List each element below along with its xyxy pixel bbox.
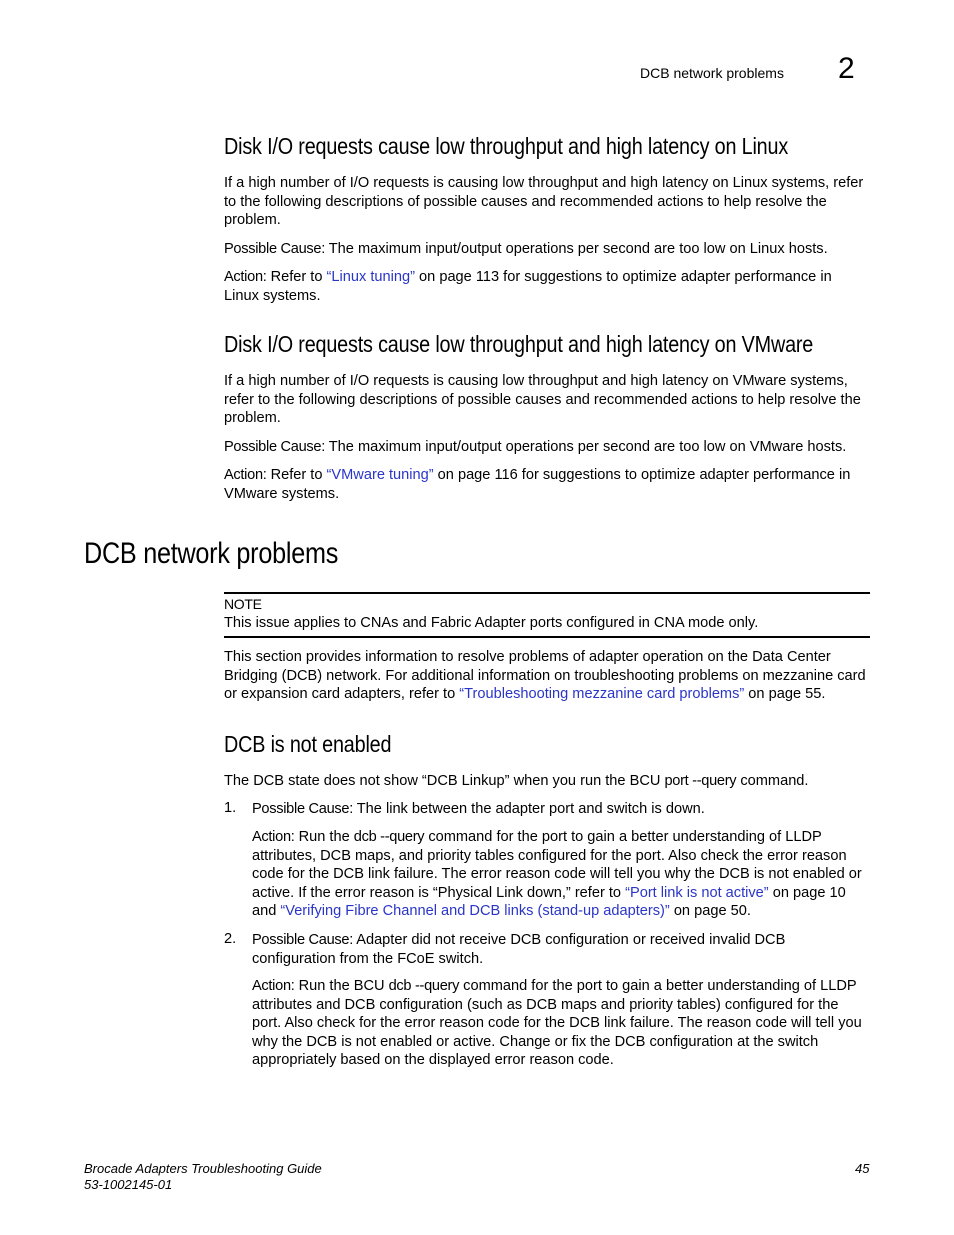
note-text: This issue applies to CNAs and Fabric Adapter ports configured in CNA mode only. (224, 615, 759, 631)
link-mezzanine-card-problems[interactable]: “Troubleshooting mezzanine card problems” (459, 686, 745, 703)
action-text: on page 50. (669, 903, 751, 920)
action-text: Run the (294, 829, 354, 845)
note-bottom-rule (224, 636, 870, 638)
dcb-not-enabled-intro (224, 772, 870, 791)
footer-doc-number: 53-1002145-01 (84, 1177, 173, 1192)
running-header-title: DCB network problems (640, 65, 784, 81)
action-text: command for the port to gain a better understanding of LLDP attributes, DCB maps, and priority tables configured for the port. Also check the error reason code for the DCB link failure. The error reason code will tell you why the DCB is not enabled or active. If the error reason is “Physical Link down,” refer to (252, 829, 862, 901)
action-text: Refer to (266, 269, 327, 285)
list-item-number: 1. (224, 800, 237, 816)
action-label: Action: (252, 829, 295, 845)
action-label: Action: (252, 978, 295, 994)
link-port-link-not-active[interactable]: “Port link is not active” (625, 884, 769, 901)
action-text: Refer to (266, 467, 327, 483)
possible-cause-label: Possible Cause: (224, 241, 325, 257)
cause-text: Adapter did not receive DCB configuration or received invalid DCB configuration from the FCoE switch. (252, 932, 786, 967)
action-label: Action: (224, 467, 267, 483)
footer-page-number: 45 (855, 1161, 870, 1176)
link-verifying-fc-dcb-links[interactable]: “Verifying Fibre Channel and DCB links (stand-up adapters)” (280, 903, 670, 920)
possible-cause-label: Possible Cause: (252, 932, 353, 948)
note-label: NOTE (224, 596, 262, 612)
vmware-cause (224, 438, 870, 457)
intro-text: on page 55. (744, 686, 826, 703)
command-dcb-query: dcb --query (353, 829, 425, 845)
item2-cause (252, 931, 870, 968)
link-vmware-tuning[interactable]: “VMware tuning” (326, 467, 434, 483)
linux-action (224, 268, 870, 305)
command-port-query: port --query (664, 773, 737, 789)
possible-cause-label: Possible Cause: (252, 801, 353, 817)
list-item-number: 2. (224, 931, 237, 947)
intro-text: command. (736, 773, 809, 789)
cause-text: The link between the adapter port and switch is down. (352, 801, 705, 817)
item2-action (252, 977, 870, 1070)
link-linux-tuning[interactable]: “Linux tuning” (326, 269, 415, 285)
action-text: command for the port to gain a better understanding of LLDP attributes and DCB configuration (such as DCB maps and priority tables) configured for the port. Also check for the error reason code for the DCB link failure. The reason code will tell you why the DCB is not enabled or active. Change or fix the DCB configuration at the switch appropriately based on the displayed error reason code. (252, 978, 862, 1069)
cause-text: The maximum input/output operations per second are too low on VMware hosts. (324, 439, 847, 455)
possible-cause-label: Possible Cause: (224, 439, 325, 455)
item1-action (252, 828, 870, 921)
action-text: on page 10 and (252, 884, 846, 920)
linux-intro: If a high number of I/O requests is causing low throughput and high latency on Linux systems, refer to the following descriptions of possible causes and recommended actions to help resolve the problem. (224, 175, 864, 229)
footer-guide-title: Brocade Adapters Troubleshooting Guide (84, 1161, 322, 1176)
vmware-intro: If a high number of I/O requests is causing low throughput and high latency on VMware systems, refer to the following descriptions of possible causes and recommended actions to help resolve the problem. (224, 373, 861, 427)
item1-cause (252, 800, 870, 819)
heading-linux: Disk I/O requests cause low throughput and high latency on Linux (224, 133, 789, 159)
note-top-rule (224, 592, 870, 594)
linux-cause (224, 240, 870, 259)
intro-text: The DCB state does not show “DCB Linkup” when you run the BCU (224, 773, 665, 789)
vmware-action (224, 466, 870, 503)
action-text: on page 116 for suggestions to optimize adapter performance in VMware systems. (224, 467, 851, 502)
heading-vmware: Disk I/O requests cause low throughput and high latency on VMware (224, 331, 814, 357)
action-text: on page 113 for suggestions to optimize adapter performance in Linux systems. (224, 269, 832, 304)
cause-text: The maximum input/output operations per second are too low on Linux hosts. (324, 241, 828, 257)
command-dcb-query: dcb --query (388, 978, 460, 994)
action-label: Action: (224, 269, 267, 285)
heading-dcb-not-enabled: DCB is not enabled (224, 731, 392, 757)
action-text: Run the BCU (294, 978, 389, 994)
dcb-intro (224, 648, 870, 704)
intro-text: This section provides information to resolve problems of adapter operation on the Data Center Bridging (DCB) network. For additional information on troubleshooting problems on mezzanine card or expansion card adapters, refer to (224, 649, 866, 703)
heading-dcb-network-problems: DCB network problems (84, 537, 339, 570)
chapter-number: 2 (838, 52, 855, 85)
